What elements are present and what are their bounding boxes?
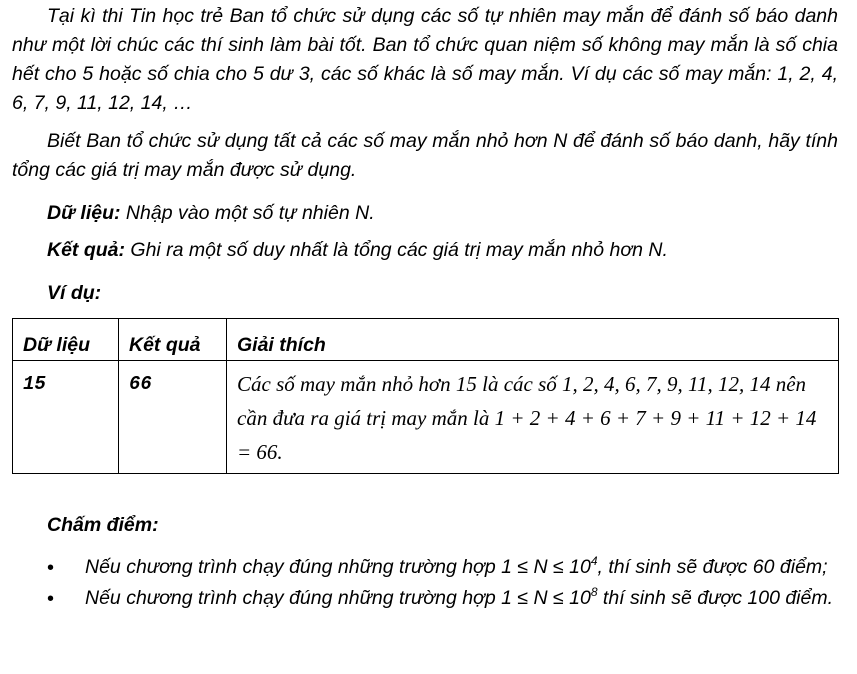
input-spec-var: N	[355, 202, 370, 224]
cell-input: 15	[13, 361, 119, 474]
header-input: Dữ liệu	[13, 319, 119, 361]
example-label: Ví dụ:	[47, 282, 102, 304]
bullet-icon: •	[47, 557, 55, 579]
list-item: • Nếu chương trình chạy đúng những trường hợp $1 \le N \le 10^4$, thí sinh sẽ được 60 điểm;	[0, 553, 837, 582]
intro-paragraph-2: Biết Ban tổ chức sử dụng tất cả các số may mắn nhỏ hơn N để đánh số báo danh, hãy tính tổng các giá trị may mắn được sử dụng.	[12, 130, 838, 181]
list-item: • Nếu chương trình chạy đúng những trường hợp $1 \le N \le 10^8$ thí sinh sẽ được 100 điểm.	[0, 584, 837, 613]
header-explanation: Giải thích	[227, 319, 839, 361]
input-spec-label: Dữ liệu:	[47, 202, 121, 224]
output-spec-var: N	[648, 239, 663, 261]
table-row	[13, 361, 839, 474]
table-header-row	[13, 319, 839, 361]
output-spec: Kết quả: Ghi ra một số duy nhất là tổng các giá trị may mắn nhỏ hơn N.	[47, 239, 668, 261]
scoring-label: Chấm điểm:	[47, 514, 159, 536]
input-spec: Dữ liệu: Nhập vào một số tự nhiên N.	[47, 202, 375, 224]
cell-output: 66	[119, 361, 227, 474]
scoring-list	[0, 553, 857, 615]
header-output: Kết quả	[119, 319, 227, 361]
output-spec-label: Kết quả:	[47, 239, 125, 261]
cell-explanation: Các số may mắn nhỏ hơn 15 là các số 1, 2, 4, 6, 7, 9, 11, 12, 14 nên cần đưa ra giá trị may mắn là 1 + 2 + 4 + 6 + 7 + 9 + 11 + 12 + 14 = 66.	[227, 361, 839, 474]
intro-paragraph-1: Tại kì thi Tin học trẻ Ban tổ chức sử dụng các số tự nhiên may mắn để đánh số báo danh như một lời chúc các thí sinh làm bài tốt. Ban tổ chức quan niệm số không may mắn là số chia hết cho 5 hoặc số chia cho 5 dư 3, các số khác là số may mắn. Ví dụ các số may mắn: 1, 2, 4, 6, 7, 9, 11, 12, 14, …	[12, 5, 838, 114]
bullet-icon: •	[47, 588, 55, 610]
example-table	[12, 318, 839, 474]
